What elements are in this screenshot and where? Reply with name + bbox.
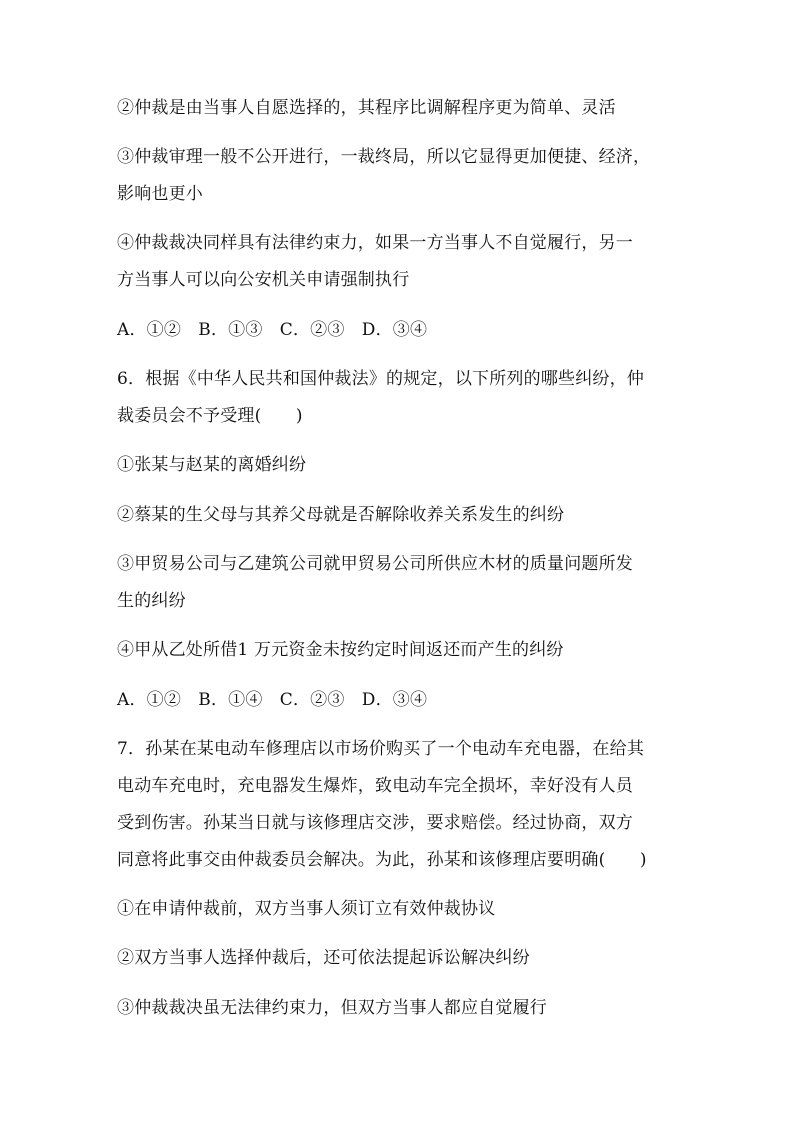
- question-7-line4: 同意将此事交由仲裁委员会解决。为此，孙某和该修理店要明确( ): [117, 850, 647, 870]
- question-6-option-3-line2: 生的纠纷: [117, 591, 186, 611]
- question-6-line2: 裁委员会不予受理( ): [117, 406, 303, 426]
- answer-choices-6: A．①② B．①④ C．②③ D．③④: [117, 690, 428, 710]
- question-7-option-2: ②双方当事人选择仲裁后，还可依法提起诉讼解决纠纷: [117, 948, 530, 968]
- question-7-line2: 电动车充电时，充电器发生爆炸，致电动车完全损坏，幸好没有人员: [117, 776, 633, 796]
- question-6-option-1: ①张某与赵某的离婚纠纷: [117, 455, 307, 475]
- question-7-option-1: ①在申请仲裁前，双方当事人须订立有效仲裁协议: [117, 899, 496, 919]
- answer-choices-5: A．①② B．①③ C．②③ D．③④: [117, 320, 428, 340]
- question-7-line1: 7．孙某在某电动车修理店以市场价购买了一个电动车充电器，在给其: [117, 739, 645, 759]
- option-2-text: ②仲裁是由当事人自愿选择的，其程序比调解程序更为简单、灵活: [117, 98, 616, 118]
- question-6-option-4: ④甲从乙处所借1 万元资金未按约定时间返还而产生的纠纷: [117, 640, 564, 660]
- option-4-text-line2: 方当事人可以向公安机关申请强制执行: [117, 270, 410, 290]
- question-7-line3: 受到伤害。孙某当日就与该修理店交涉，要求赔偿。经过协商，双方: [117, 813, 633, 833]
- option-3-text-line2: 影响也更小: [117, 184, 203, 204]
- option-4-text-line1: ④仲裁裁决同样具有法律约束力，如果一方当事人不自觉履行，另一: [117, 233, 633, 253]
- option-3-text-line1: ③仲裁审理一般不公开进行，一裁终局，所以它显得更加便捷、经济，: [117, 147, 651, 167]
- question-7-option-3: ③仲裁裁决虽无法律约束力，但双方当事人都应自觉履行: [117, 998, 547, 1018]
- question-6-option-2: ②蔡某的生父母与其养父母就是否解除收养关系发生的纠纷: [117, 505, 565, 525]
- question-6-option-3-line1: ③甲贸易公司与乙建筑公司就甲贸易公司所供应木材的质量问题所发: [117, 554, 633, 574]
- question-6-line1: 6．根据《中华人民共和国仲裁法》的规定，以下所列的哪些纠纷，仲: [117, 369, 645, 389]
